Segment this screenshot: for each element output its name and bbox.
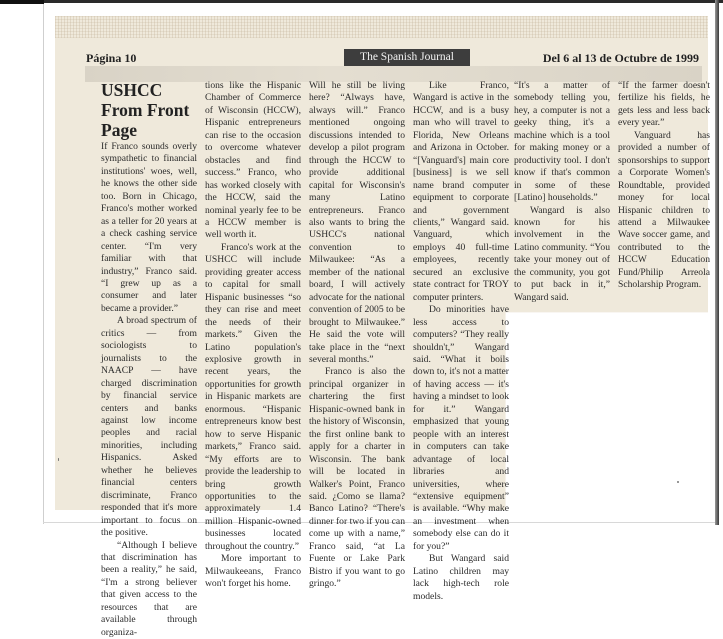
- paragraph: Vanguard has provided a number of sponsorships to support a Corporate Women's Roundtable, provided money for local Hispanic children to attend a Milwaukee Wave soccer game, and contributed to the HCCW Education Fund/Philip Arreola Scholarship Program.: [618, 130, 710, 292]
- article-column-5: [514, 80, 610, 304]
- paragraph: Like Franco, Wangard is active in the HCCW, and is a busy man who will travel to Florida, New Orleans and Arizona in October. “[Vanguard's] main core [business] is we sell name brand computer equipment to corporate and government clients,” Wangard said. Vanguard, which employs 40 full-time employees, recently secured an exclusive state contract for TROY computer printers.: [413, 80, 509, 304]
- scanner-top-left-shadow: [0, 0, 44, 4]
- paragraph: A broad spectrum of critics — from sociologists to journalists to the NAACP — have charged discrimination by financial service centers and banks against low income peoples and racial minorities, including Hispanics. Asked whether he believes financial centers discriminate, Franco responded that it's more important to focus on the positive.: [101, 315, 197, 539]
- scanner-top-edge: [0, 0, 723, 3]
- paragraph: Franco's work at the USHCC will include providing greater access to capital for small Hispanic businesses “so they can rise and meet the needs of their markets.” Given the Latino population's explosive growth in recent years, the opportunities for growth in Hispanic markets are enormous. “Hispanic entrepreneurs know best how to serve Hispanic markets,” Franco said. “My efforts are to provide the leadership to bring growth opportunities to the approximately 1.4 million Hispanic-owned businesses located throughout the country.”: [205, 242, 301, 553]
- scan-speck: [677, 481, 679, 483]
- paragraph: “It's a matter of somebody telling you, hey, a computer is not a geeky thing, it's a machine which is a tool for making money or a productivity tool. I don't know if that's common in some of these [Latino] households.”: [514, 80, 610, 205]
- paragraph: Wangard is also known for his involvement in the Latino community. “You take your money out of the community, you got to put back in it,” Wangard said.: [514, 205, 610, 305]
- article-column-2: [205, 80, 301, 591]
- clipping-top-texture: [55, 16, 708, 38]
- paragraph: But Wangard said Latino children may lack high-tech role models.: [413, 553, 509, 603]
- article-column-3: [309, 80, 405, 591]
- issue-date: Del 6 al 13 de Octubre de 1999: [543, 50, 699, 66]
- paragraph: Will he still be living here? “Always have, always will.” Franco mentioned ongoing discussions intended to develop a pilot program through the HCCW to provide additional capital for Wisconsin's many Latino entrepreneurs. Franco also wants to bring the USHCC's national convention to Milwaukee: “As a member of the national board, I will actively advocate for the national convention of 2005 to be brought to Milwaukee.” He said the vote will take place in the “next several months.”: [309, 80, 405, 366]
- publication-masthead: The Spanish Journal: [344, 49, 470, 66]
- scan-speck: [58, 458, 59, 461]
- paragraph: More important to Milwaukeeans, Franco won't forget his home.: [205, 553, 301, 590]
- paragraph: “If the farmer doesn't fertilize his fields, he gets less and less back every year.”: [618, 80, 710, 130]
- article-headline: USHCC From Front Page: [101, 80, 197, 140]
- paragraph: Do minorities have less access to computers? “They really shouldn't,” Wangard said. “What it boils down to, it's not a matter of having access — it's having a mindset to look for it.” Wangard emphasized that young people with an interest in computers can take advantage of local libraries and universities, where “extensive equipment” is available. “Why make an investment when somebody else can do it for you?”: [413, 304, 509, 553]
- paragraph: If Franco sounds overly sympathetic to financial institutions' woes, well, he knows the other side too. Born in Chicago, Franco's mother worked as a teller for 20 years at a check cashing service center. “I'm very familiar with that industry,” Franco said. “I grew up as a consumer and later became a provider.”: [101, 141, 197, 315]
- scanner-left-edge: [43, 4, 44, 524]
- paragraph: tions like the Hispanic Chamber of Commerce of Wisconsin (HCCW), Hispanic entrepreneurs can rise to the occasion to overcome whatever obstacles and find success.” Franco, who has worked closely with the HCCW, said the nominal yearly fee to be a HCCW member is well worth it.: [205, 80, 301, 242]
- article-column-6: [618, 80, 710, 292]
- article-column-1: [101, 80, 197, 639]
- paragraph: Franco is also the principal organizer in chartering the first Hispanic-owned bank in the history of Wisconsin, the first online bank to apply for a charter in Wisconsin. The bank will be located in Walker's Point, Franco said. ¿Como se llama? Banco Latino? “There's dinner for two if you can come up with a name,” Franco said, “at La Fuente or Lake Park Bistro if you want to go gringo.”: [309, 366, 405, 590]
- page-number: Página 10: [86, 50, 136, 66]
- paragraph: “Although I believe that discrimination has been a reality,” he said, “I'm a strong believer that given access to the resources that are available through organiza-: [101, 540, 197, 639]
- scanner-right-edge: [715, 0, 719, 525]
